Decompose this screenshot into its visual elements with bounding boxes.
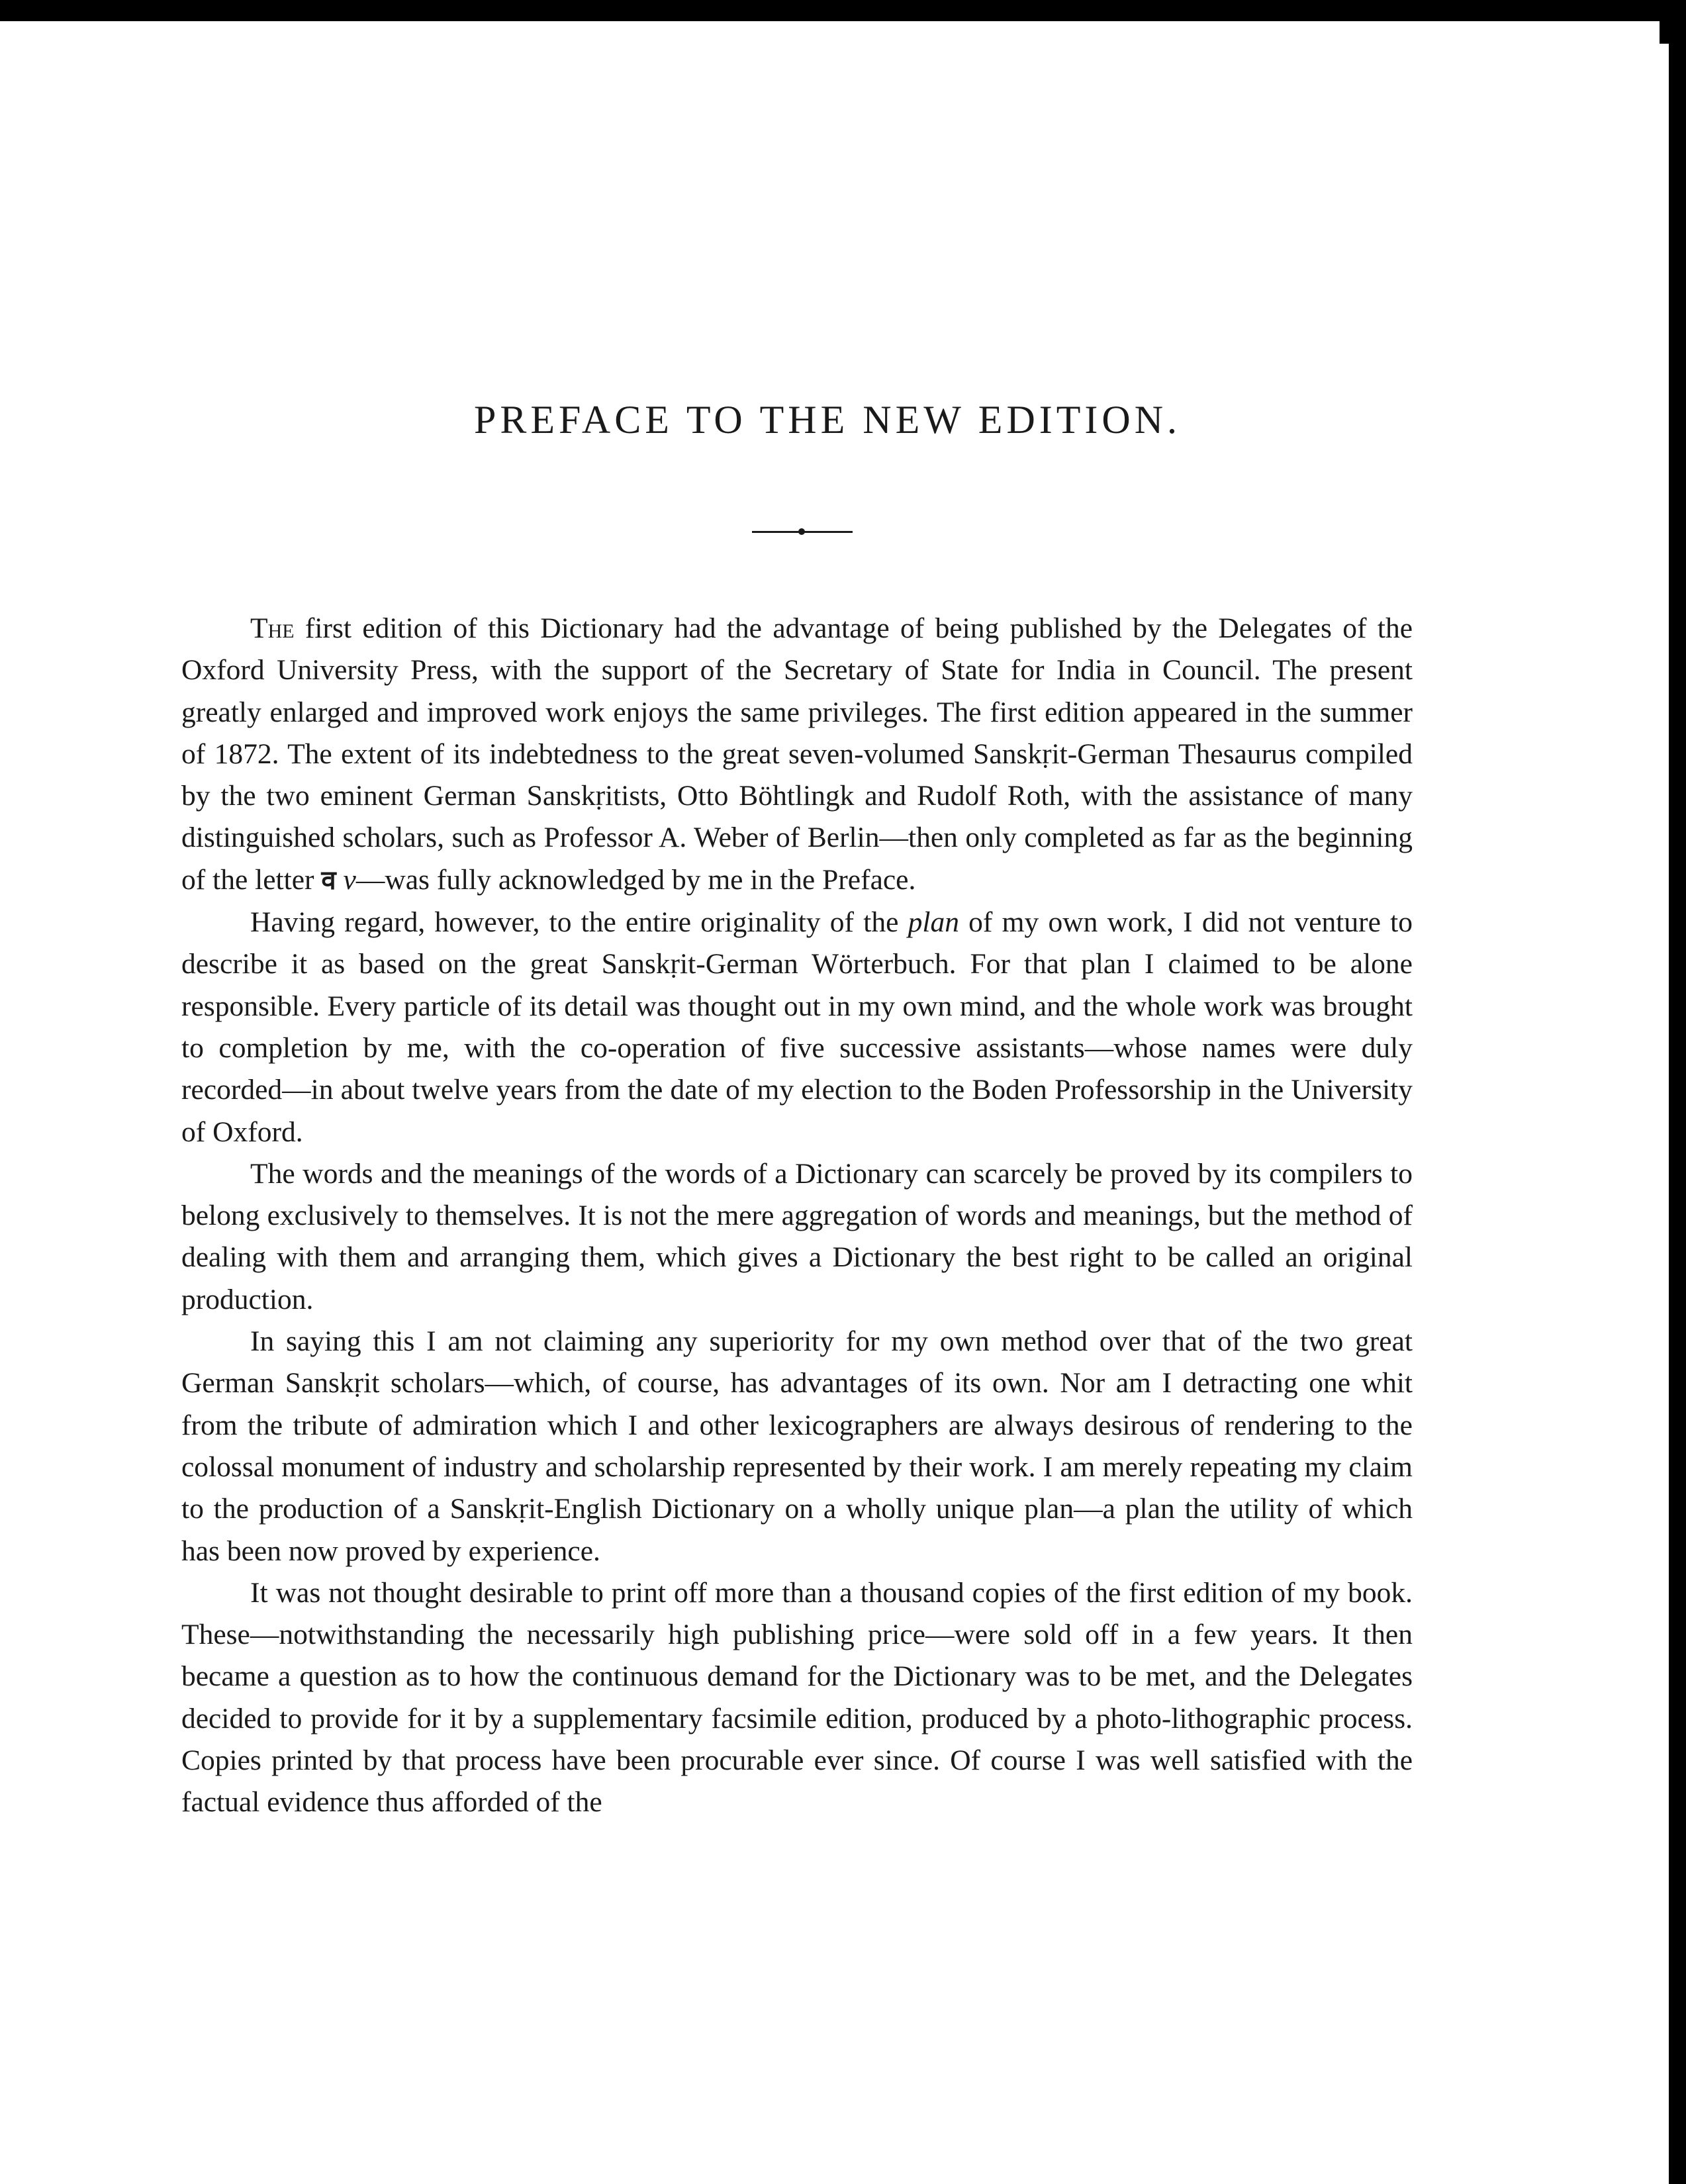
paragraph-1 — [181, 608, 1413, 902]
paragraph-1-text: first edition of this Dictionary had the advantage of being published by the Delegates of the Oxford University Press, with the support of the Secretary of State for India in Council. The present greatly enlarged and improved work enjoys the same privileges. The first edition appeared in the summer of 1872. The extent of its indebtedness to the great seven-volumed Sanskṛit-German Thesaurus compiled by the two eminent German Sanskṛitists, Otto Böhtlingk and Rudolf Roth, with the assistance of many distinguished scholars, such as Professor A. Weber of Berlin—then only completed as far as the beginning of the letter — [181, 612, 1413, 896]
paragraph-2-text-end: of my own work, I did not venture to describe it as based on the great Sanskṛit-German Wörterbuch. For that plan I claimed to be alone responsible. Every particle of its detail was thought out in my own mind, and the whole work was brought to completion by me, with the co-operation of five successive assistants—whose names were duly recorded—in about twelve years from the date of my election to the Boden Professorship in the University of Oxford. — [181, 906, 1413, 1148]
title-divider-ornament — [798, 528, 805, 535]
page-title: PREFACE TO THE NEW EDITION. — [473, 398, 1182, 442]
paragraph-lead-word: The — [250, 612, 295, 644]
scan-border-top — [0, 0, 1686, 21]
devanagari-letter: व — [321, 865, 336, 896]
paragraph-2-text: Having regard, however, to the entire originality of the — [250, 906, 908, 939]
paragraph-3: The words and the meanings of the words of a Dictionary can scarcely be proved by its compilers to belong exclusively to themselves. It is not the mere aggregation of words and meanings, but the method of dealing with them and arranging them, which gives a Dictionary the best right to be called an original production. — [181, 1157, 1413, 1315]
preface-body — [181, 608, 1413, 1824]
transliteration: v — [343, 863, 356, 896]
paragraph-4: In saying this I am not claiming any superiority for my own method over that of the two great German Sanskṛit scholars—which, of course, has advantages of its own. Nor am I detracting one whit from the tribute of admiration which I and other lexicographers are always desirous of rendering to the colossal monument of industry and scholarship represented by their work. I am merely repeating my claim to the production of a Sanskṛit-English Dictionary on a wholly unique plan—a plan the utility of which has been now proved by experience. — [181, 1325, 1413, 1567]
paragraph-2 — [181, 902, 1413, 1153]
paragraph-1-text-end: —was fully acknowledged by me in the Preface. — [355, 863, 916, 896]
scan-border-tick — [1660, 21, 1669, 44]
emphasis-word: plan — [908, 906, 959, 939]
paragraph-5: It was not thought desirable to print off more than a thousand copies of the first edition of my book. These—notwithstanding the necessarily high publishing price—were sold off in a few years. It then became a question as to how the continuous demand for the Dictionary was to be met, and the Delegates decided to provide for it by a supplementary facsimile edition, produced by a photo-lithographic process. Copies printed by that process have been procurable ever since. Of course I was well satisfied with the factual evidence thus afforded of the — [181, 1576, 1413, 1819]
scan-border-right — [1669, 0, 1686, 2184]
